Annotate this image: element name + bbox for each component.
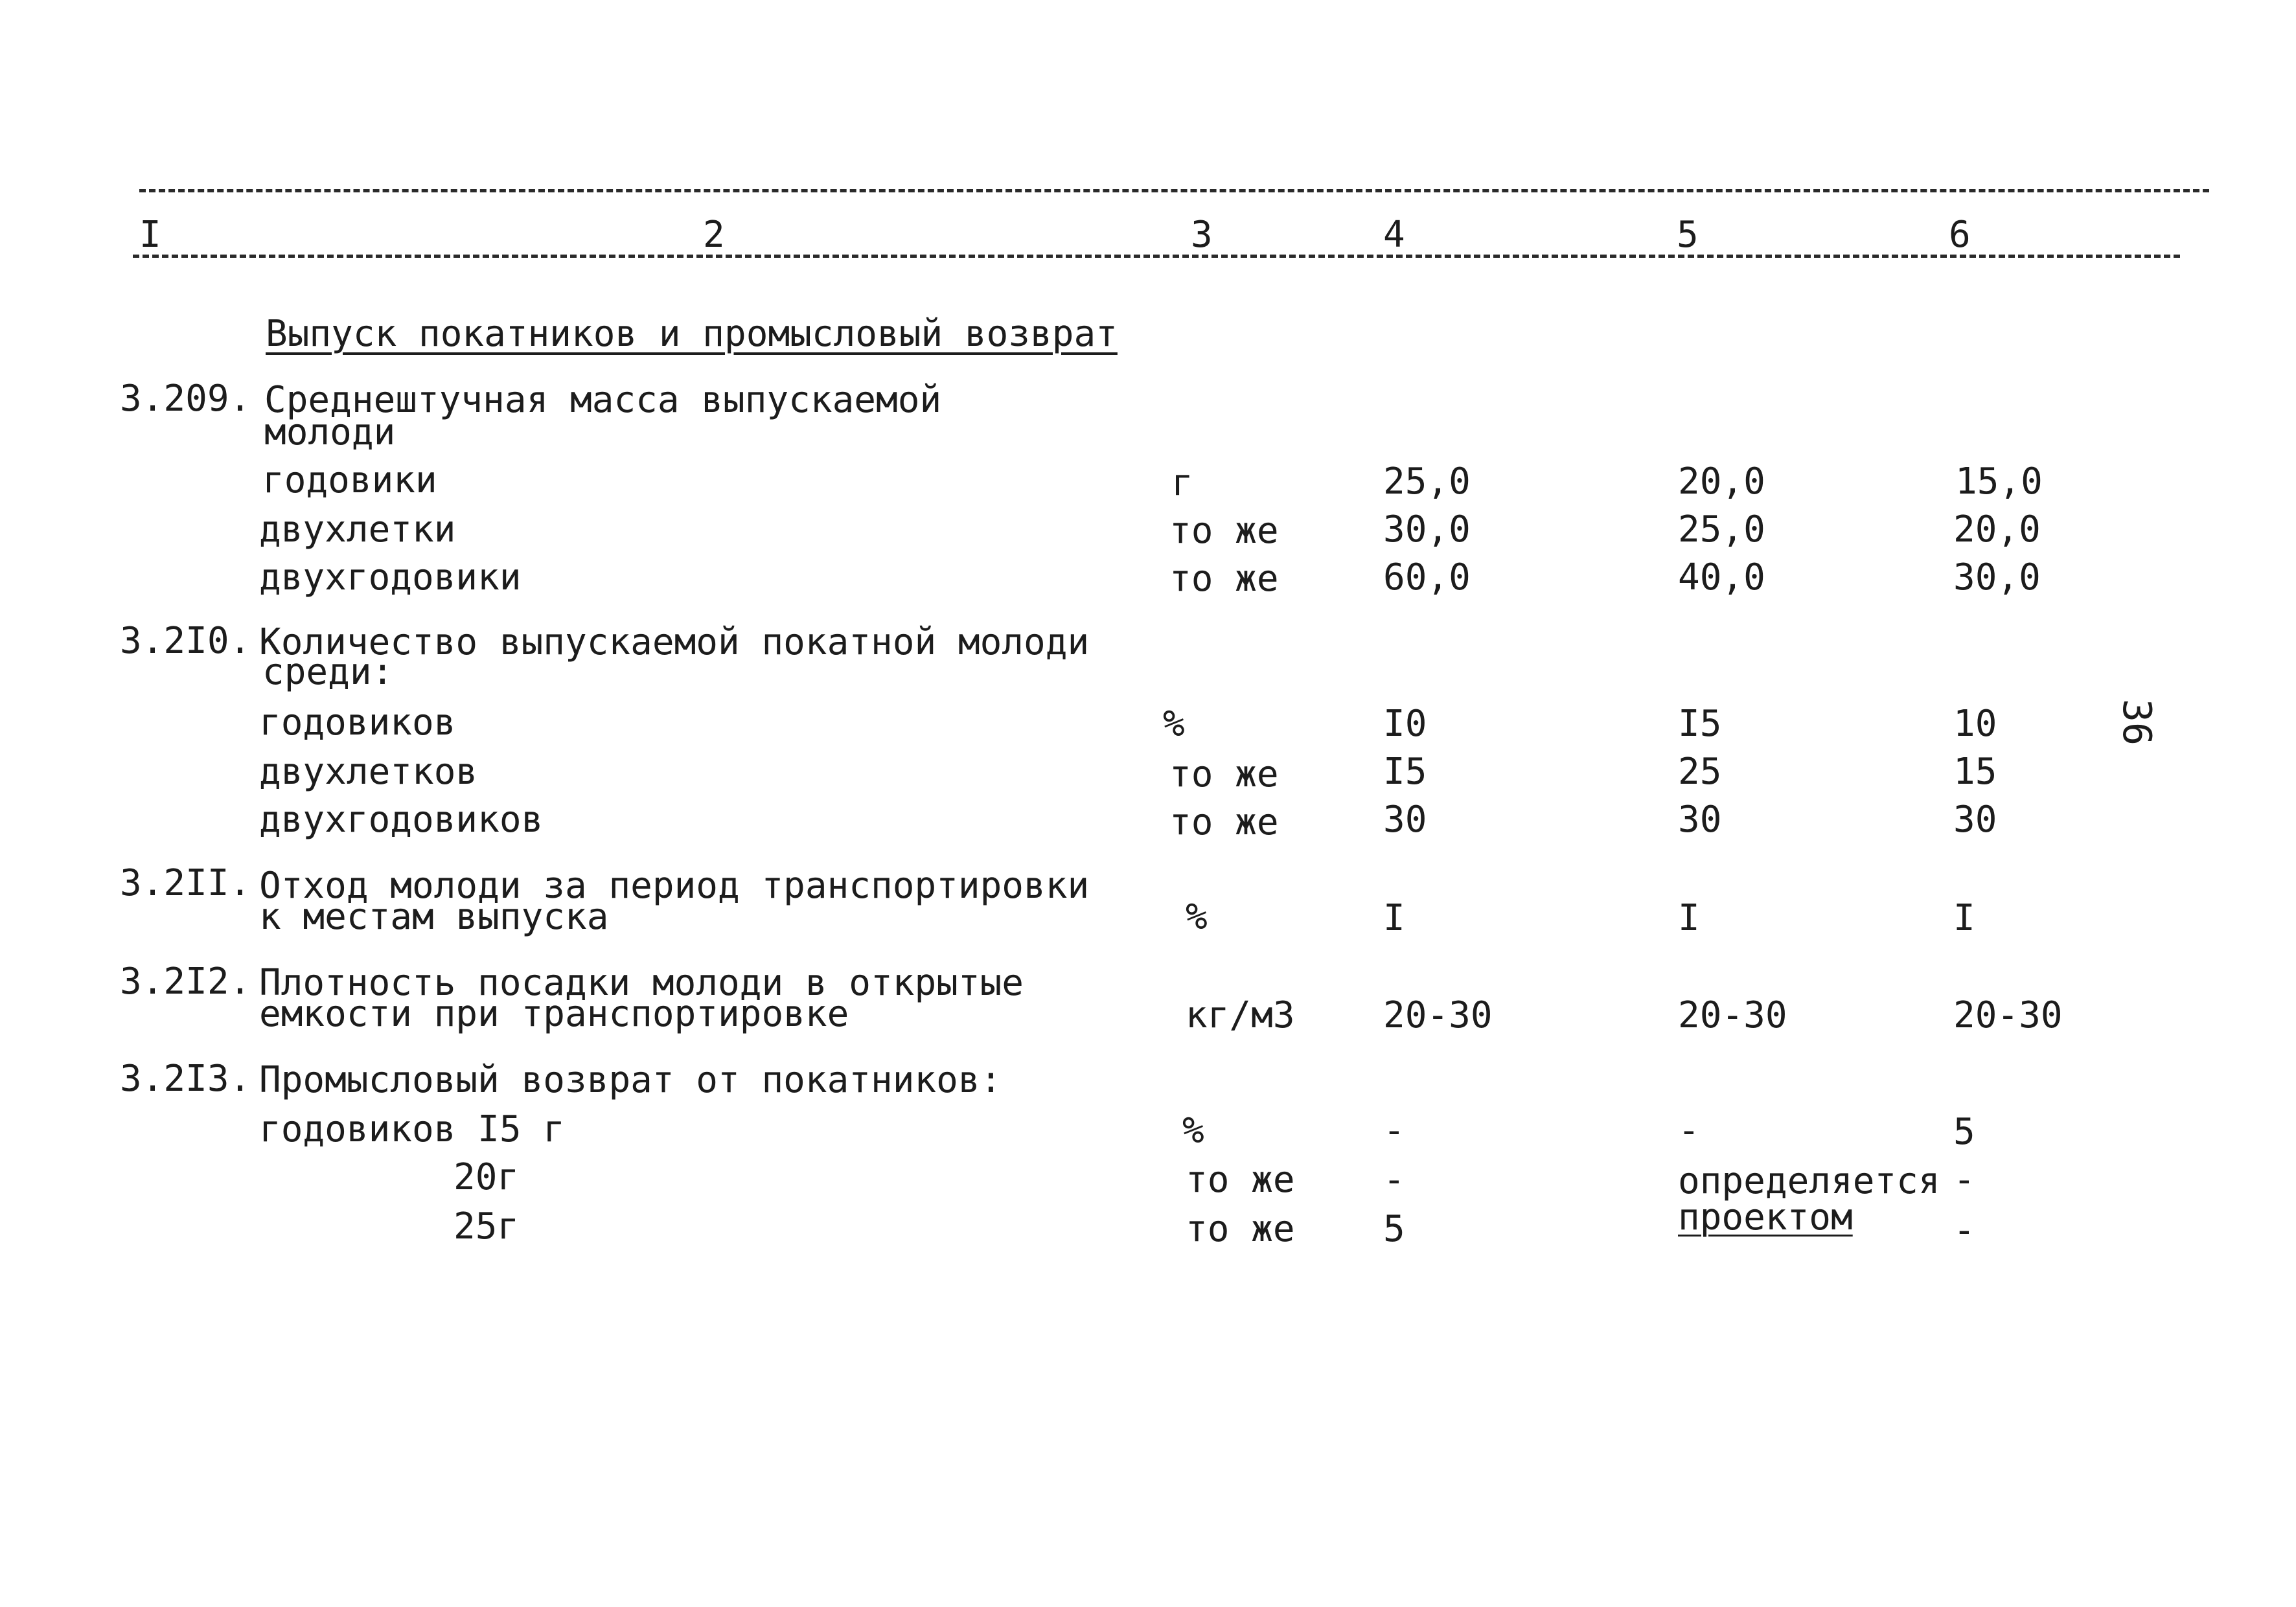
row-unit: то же [1169,753,1279,795]
col-header-1: I [139,214,161,256]
item-number: 3.209. [120,378,251,420]
row-label: годовиков [259,701,456,744]
row-label: 25г [453,1205,520,1248]
row-unit: % [1186,896,1208,938]
row-unit: % [1163,703,1185,745]
item-number: 3.2I2. [120,961,251,1003]
item-number: 3.2I0. [120,620,251,662]
row-unit: % [1182,1110,1204,1152]
row-value-5: 25 [1678,751,1722,793]
row-value-6: 15 [1953,751,1997,793]
row-label: годовики [262,459,437,501]
item-title: Среднештучная масса выпускаемой [264,379,942,421]
row-value-4: - [1383,1159,1405,1201]
col-header-3: 3 [1191,214,1213,256]
row-value-5: 20,0 [1678,461,1765,503]
page-number: 36 [2114,698,2160,746]
row-unit: то же [1169,801,1279,843]
row-label: двухлетков [259,751,478,793]
row-value-4: 30 [1383,799,1427,841]
row-label: двухлетки [259,508,456,551]
item-title-cont: среди: [262,651,394,693]
item-title-cont: емкости при транспортировке [259,993,849,1035]
row-unit: то же [1186,1159,1295,1201]
item-title: Плотность посадки молоди в открытые [259,962,1024,1004]
row-value-5: 40,0 [1678,556,1765,598]
header-rule [133,255,2180,258]
item-number: 3.2II. [120,862,251,904]
row-unit: то же [1186,1208,1295,1250]
row-label: двухгодовики [259,556,522,598]
row-value-5: I5 [1678,703,1722,745]
item-number: 3.2I3. [120,1058,251,1100]
row-value-4: 30,0 [1383,508,1471,551]
row-label: годовиков I5 г [259,1108,566,1150]
row-value-6: 30 [1953,799,1997,841]
row-value-6: 20-30 [1953,994,2063,1036]
row-value-5: - [1678,1110,1700,1152]
row-value-4: 20-30 [1383,994,1493,1036]
row-value-4: 60,0 [1383,556,1471,598]
row-value-6: 30,0 [1953,556,2041,598]
row-label: двухгодовиков [259,799,544,841]
row-unit: то же [1169,558,1279,600]
row-value-5: 20-30 [1678,994,1787,1036]
row-value-4: - [1383,1110,1405,1152]
row-value-6: - [1953,1209,1975,1251]
row-value-5: 30 [1678,799,1722,841]
item-title: Отход молоди за период транспортировки [259,865,1090,907]
row-value-6: - [1953,1159,1975,1201]
row-value-5: проектом [1678,1196,1853,1238]
item-title-cont: молоди [264,411,396,453]
section-title: Выпуск покатников и промысловый возврат [266,313,1118,355]
col-header-2: 2 [703,214,725,256]
item-title-cont: к местам выпуска [259,896,609,938]
col-header-6: 6 [1949,214,1971,256]
row-value-4: I [1383,897,1405,939]
row-unit: то же [1169,510,1279,552]
row-value-6: 10 [1953,703,1997,745]
row-value-5: I [1678,897,1700,939]
item-title: Количество выпускаемой покатной молоди [259,621,1090,663]
row-value-6: I [1953,897,1975,939]
row-unit: г [1171,462,1193,504]
row-label: 20г [453,1156,520,1198]
row-value-4: I5 [1383,751,1427,793]
row-value-4: 25,0 [1383,461,1471,503]
row-unit: кг/м3 [1186,994,1295,1036]
row-value-4: I0 [1383,703,1427,745]
item-title: Промысловый возврат от покатников: [259,1059,1002,1101]
row-value-5: определяется [1678,1160,1940,1202]
col-header-4: 4 [1383,214,1405,256]
row-value-5: 25,0 [1678,508,1765,551]
row-value-4: 5 [1383,1208,1405,1250]
row-value-6: 20,0 [1953,508,2041,551]
col-header-5: 5 [1677,214,1699,256]
row-value-6: 5 [1953,1111,1975,1153]
top-rule [139,189,2209,192]
row-value-6: 15,0 [1955,461,2043,503]
